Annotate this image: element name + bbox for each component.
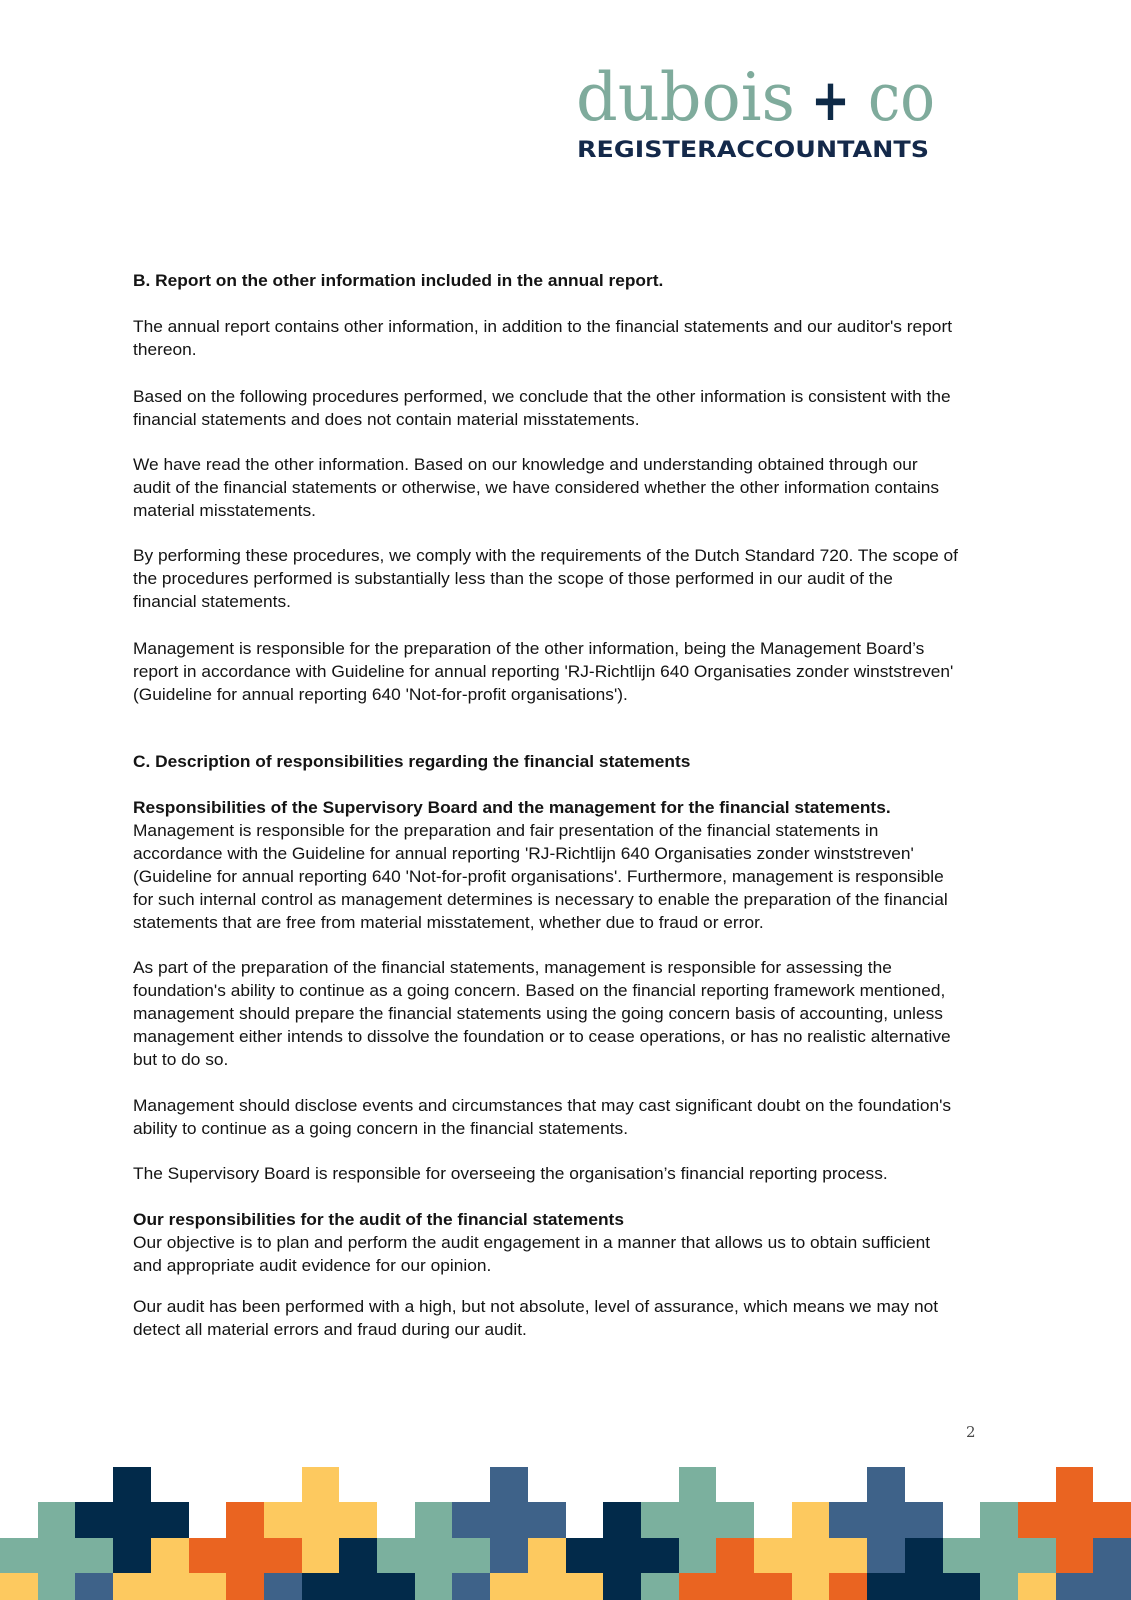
- pattern-cell: [716, 1502, 754, 1538]
- pattern-cell: [1056, 1538, 1093, 1573]
- paragraph-line: and appropriate audit evidence for our opinion.: [133, 1257, 492, 1275]
- pattern-cell: [339, 1573, 377, 1600]
- pattern-cell: [377, 1573, 415, 1600]
- pattern-cell: [113, 1502, 151, 1538]
- section-b-paragraph-3: [133, 454, 940, 523]
- section-b-heading-block: [133, 270, 664, 293]
- section-c-heading-block: [133, 751, 691, 774]
- pattern-cell: [113, 1467, 151, 1502]
- pattern-cell: [452, 1573, 490, 1600]
- subheading-management-responsibilities: Responsibilities of the Supervisory Board and the management for the financial statements.: [133, 799, 891, 817]
- pattern-cell: [905, 1573, 943, 1600]
- paragraph-line: statements that are free from material misstatement, whether due to fraud or error.: [133, 914, 764, 932]
- pattern-cell: [452, 1502, 490, 1538]
- pattern-cell: [679, 1573, 716, 1600]
- paragraph-line: detect all material errors and fraud during our audit.: [133, 1321, 527, 1339]
- paragraph-line: As part of the preparation of the financial statements, management is responsible for assessing the: [133, 959, 892, 977]
- section-b-paragraph-5: [133, 638, 954, 707]
- pattern-cell: [792, 1502, 829, 1538]
- paragraph-line: accordance with the Guideline for annual reporting 'RJ-Richtlijn 640 Organisaties zonder winststreven': [133, 845, 914, 863]
- pattern-cell: [641, 1502, 679, 1538]
- pattern-cell: [1056, 1573, 1093, 1600]
- paragraph-line: By performing these procedures, we comply with the requirements of the Dutch Standard 720. The scope of: [133, 547, 958, 565]
- company-logo: [570, 52, 940, 167]
- pattern-cell: [867, 1538, 905, 1573]
- pattern-cell: [905, 1502, 943, 1538]
- paragraph-line: Management is responsible for the preparation and fair presentation of the financial statements in: [133, 822, 879, 840]
- section-c-heading: C. Description of responsibilities regarding the financial statements: [133, 753, 691, 771]
- logo-graphic: [570, 52, 940, 167]
- paragraph-line: The annual report contains other information, in addition to the financial statements and our auditor's report: [133, 318, 953, 336]
- pattern-cell: [566, 1538, 603, 1573]
- pattern-cell: [829, 1573, 867, 1600]
- paragraph-line: the procedures performed is substantially less than the scope of those performed in our audit of the: [133, 570, 893, 588]
- pattern-cell: [415, 1538, 452, 1573]
- paragraph-line: material misstatements.: [133, 502, 316, 520]
- pattern-cell: [0, 1573, 38, 1600]
- logo-name-part1: dubois: [576, 59, 795, 136]
- pattern-cell: [905, 1538, 943, 1573]
- logo-tagline: REGISTERACCOUNTANTS: [577, 138, 929, 163]
- pattern-cell: [867, 1467, 905, 1502]
- pattern-cell: [754, 1538, 792, 1573]
- paragraph-line: Our objective is to plan and perform the audit engagement in a manner that allows us to obtain sufficient: [133, 1234, 931, 1252]
- logo-plus: +: [811, 66, 850, 134]
- pattern-cell: [943, 1573, 980, 1600]
- pattern-cell: [641, 1538, 679, 1573]
- pattern-cell: [867, 1573, 905, 1600]
- section-c-audit-responsibilities-block: [133, 1209, 931, 1278]
- pattern-cell: [980, 1502, 1018, 1538]
- pattern-cell: [1056, 1502, 1093, 1538]
- paragraph-line: management should prepare the financial statements using the going concern basis of accounting, unless: [133, 1005, 943, 1023]
- pattern-cell: [302, 1467, 339, 1502]
- pattern-cell: [377, 1538, 415, 1573]
- section-c-paragraph-6: [133, 1296, 939, 1342]
- paragraph-line: but to do so.: [133, 1051, 229, 1069]
- pattern-cell: [302, 1573, 339, 1600]
- pattern-cell: [716, 1573, 754, 1600]
- paragraph-line: foundation's ability to continue as a going concern. Based on the financial reporting framework mentioned,: [133, 982, 946, 1000]
- pattern-cell: [490, 1573, 528, 1600]
- paragraph-line: management either intends to dissolve the foundation or to cease operations, or has no realistic alternative: [133, 1028, 951, 1046]
- pattern-cell: [490, 1538, 528, 1573]
- paragraph-line: The Supervisory Board is responsible for overseeing the organisation’s financial reporting process.: [133, 1165, 888, 1183]
- pattern-cell: [264, 1502, 302, 1538]
- pattern-cell: [603, 1538, 641, 1573]
- pattern-cell: [339, 1538, 377, 1573]
- paragraph-line: (Guideline for annual reporting 640 'Not-for-profit organisations').: [133, 686, 628, 704]
- pattern-cell: [189, 1538, 226, 1573]
- section-c-paragraph-4: [133, 1163, 888, 1186]
- footer-cross-pattern: [0, 1467, 1131, 1600]
- pattern-cell: [490, 1502, 528, 1538]
- pattern-cell: [113, 1538, 151, 1573]
- paragraph-line: financial statements.: [133, 593, 291, 611]
- pattern-cell: [603, 1573, 641, 1600]
- pattern-cell: [641, 1573, 679, 1600]
- pattern-cell: [1018, 1502, 1056, 1538]
- pattern-cell: [264, 1538, 302, 1573]
- section-c-paragraph-3: [133, 1095, 952, 1141]
- paragraph-line: (Guideline for annual reporting 640 'Not-for-profit organisations'. Furthermore, management is responsible: [133, 868, 944, 886]
- pattern-cell: [226, 1502, 264, 1538]
- section-c-paragraph-2: [133, 957, 951, 1072]
- pattern-cell: [1093, 1573, 1131, 1600]
- subheading-audit-responsibilities: Our responsibilities for the audit of the financial statements: [133, 1211, 624, 1229]
- section-b-paragraph-4: [133, 545, 958, 614]
- pattern-cell: [302, 1538, 339, 1573]
- pattern-cell: [151, 1573, 189, 1600]
- pattern-cell: [679, 1467, 716, 1502]
- pattern-cell: [113, 1573, 151, 1600]
- pattern-cell: [1018, 1538, 1056, 1573]
- paragraph-line: audit of the financial statements or otherwise, we have considered whether the other information contains: [133, 479, 940, 497]
- pattern-cell: [980, 1538, 1018, 1573]
- pattern-cell: [980, 1573, 1018, 1600]
- pattern-cell: [528, 1573, 566, 1600]
- pattern-cell: [38, 1538, 75, 1573]
- pattern-cell: [151, 1502, 189, 1538]
- pattern-cell: [1056, 1467, 1093, 1502]
- pattern-cell: [1093, 1502, 1131, 1538]
- pattern-cell: [75, 1538, 113, 1573]
- pattern-cell: [339, 1502, 377, 1538]
- section-b-heading: B. Report on the other information included in the annual report.: [133, 272, 664, 290]
- pattern-cell: [415, 1573, 452, 1600]
- paragraph-line: Management should disclose events and circumstances that may cast significant doubt on the foundation's: [133, 1097, 952, 1115]
- paragraph-line: for such internal control as management determines is necessary to enable the preparation of the financial: [133, 891, 948, 909]
- pattern-cell: [264, 1573, 302, 1600]
- pattern-cell: [566, 1573, 603, 1600]
- paragraph-line: Management is responsible for the preparation of the other information, being the Management Board’s: [133, 640, 925, 658]
- pattern-cell: [415, 1502, 452, 1538]
- pattern-cell: [1093, 1538, 1131, 1573]
- pattern-cell: [452, 1538, 490, 1573]
- pattern-cell: [302, 1502, 339, 1538]
- logo-name-part2: co: [868, 59, 935, 136]
- pattern-cell: [151, 1538, 189, 1573]
- pattern-cell: [490, 1467, 528, 1502]
- paragraph-line: report in accordance with Guideline for annual reporting 'RJ-Richtlijn 640 Organisaties zonder winststreven': [133, 663, 954, 681]
- pattern-cell: [867, 1502, 905, 1538]
- pattern-cell: [38, 1502, 75, 1538]
- pattern-cell: [829, 1538, 867, 1573]
- paragraph-line: financial statements and does not contain material misstatements.: [133, 411, 640, 429]
- pattern-cell: [75, 1573, 113, 1600]
- pattern-cell: [38, 1573, 75, 1600]
- pattern-cell: [829, 1502, 867, 1538]
- section-b-paragraph-2: [133, 386, 951, 432]
- pattern-cell: [716, 1538, 754, 1573]
- section-b-paragraph-1: [133, 316, 953, 362]
- paragraph-line: ability to continue as a going concern in the financial statements.: [133, 1120, 629, 1138]
- section-c-responsibilities-block: [133, 797, 948, 935]
- paragraph-line: thereon.: [133, 341, 197, 359]
- pattern-cell: [0, 1538, 38, 1573]
- pattern-cell: [189, 1573, 226, 1600]
- pattern-cell: [679, 1538, 716, 1573]
- pattern-cell: [754, 1573, 792, 1600]
- paragraph-line: Based on the following procedures performed, we conclude that the other information is consistent with the: [133, 388, 951, 406]
- paragraph-line: We have read the other information. Based on our knowledge and understanding obtained through our: [133, 456, 918, 474]
- pattern-cell: [528, 1538, 566, 1573]
- pattern-cell: [792, 1538, 829, 1573]
- pattern-cell: [226, 1538, 264, 1573]
- pattern-cell: [943, 1538, 980, 1573]
- page-number: 2: [966, 1423, 976, 1441]
- pattern-cell: [226, 1573, 264, 1600]
- pattern-cell: [1018, 1573, 1056, 1600]
- pattern-cell: [679, 1502, 716, 1538]
- paragraph-line: Our audit has been performed with a high, but not absolute, level of assurance, which means we may not: [133, 1298, 939, 1316]
- pattern-cell: [75, 1502, 113, 1538]
- pattern-cell: [792, 1573, 829, 1600]
- pattern-cell: [528, 1502, 566, 1538]
- pattern-cell: [603, 1502, 641, 1538]
